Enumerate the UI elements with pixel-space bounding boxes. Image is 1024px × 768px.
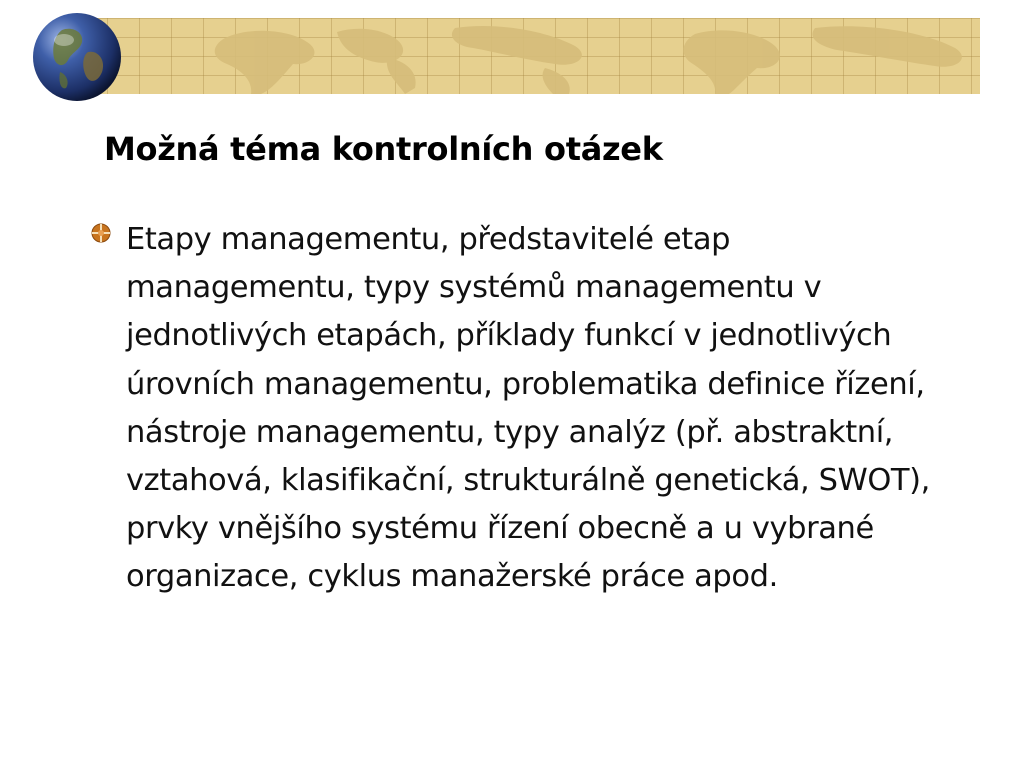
- list-item: [90, 216, 970, 602]
- slide-title: Možná téma kontrolních otázek: [104, 130, 663, 168]
- bullet-text: Etapy managementu, představitelé etap managementu, typy systémů managementu v jednotlivých etapách, příklady funkcí v jednotlivých úrovních managementu, problematika definice řízení, nástroje managementu, typy analýz (př. abstraktní, vztahová, klasifikační, strukturálně genetická, SWOT), prvky vnějšího systému řízení obecně a u vybrané organizace, cyklus manažerské práce apod.: [126, 222, 930, 595]
- gear-bullet-icon: [90, 222, 112, 244]
- world-map-icon: [75, 18, 980, 94]
- bullet-list: [90, 216, 970, 602]
- globe-icon: [32, 12, 122, 102]
- world-map-banner: [75, 18, 980, 94]
